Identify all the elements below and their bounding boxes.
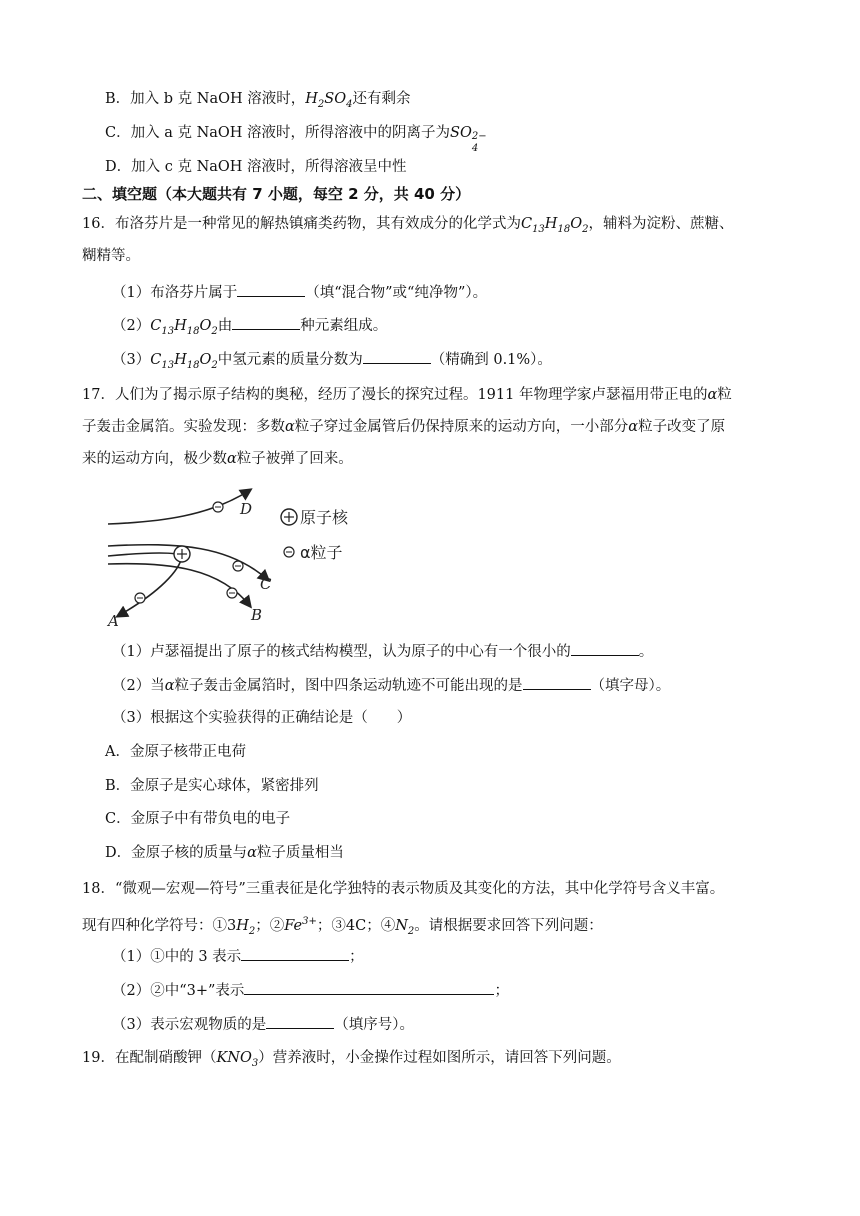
answer-blank[interactable] [241, 946, 349, 961]
q16-part1: （1）布洛芬片属于 （填“混合物”或“纯净物”）。 [112, 282, 487, 303]
q15-option-c: C．加入 a 克 NaOH 溶液时，所得溶液中的阴离子为SO 2− 4 [105, 125, 487, 154]
answer-blank[interactable] [571, 641, 639, 656]
h2so4-formula: $H_2SO_4$ [305, 91, 353, 110]
sulfate-ion-formula: SO 2− 4 [450, 125, 487, 154]
q17-part2: （2）当α粒子轰击金属箔时，图中四条运动轨迹不可能出现的是 （填字母）。 [112, 675, 670, 696]
q17-stem-line3: 来的运动方向，极少数α粒子被弹了回来。 [82, 451, 353, 467]
q17-part3: （3）根据这个实验获得的正确结论是（ ） [112, 710, 412, 726]
q18-stem-line1: 18．“微观—宏观—符号”三重表征是化学独特的表示物质及其变化的方法，其中化学符号含义丰富。 [82, 881, 725, 897]
answer-blank[interactable] [244, 980, 494, 995]
label-c: C [260, 575, 272, 593]
q17-option-d: D．金原子核的质量与α粒子质量相当 [105, 845, 344, 861]
answer-blank[interactable] [363, 349, 431, 364]
q19-stem: 19．在配制硝酸钾$(KNO_3)$营养液时，小金操作过程如图所示，请回答下列问题。 [82, 1050, 621, 1069]
answer-blank[interactable] [232, 315, 300, 330]
q16-stem-line2: 糊精等。 [82, 248, 140, 264]
trajectory-d [108, 490, 253, 524]
answer-blank[interactable] [237, 282, 305, 297]
section-heading: 二、填空题（本大题共有 7 小题，每空 2 分，共 40 分） [82, 185, 471, 203]
trajectory-b [108, 564, 250, 606]
q17-option-a: A．金原子核带正电荷 [105, 744, 246, 760]
q18-part3: （3）表示宏观物质的是 （填序号）。 [112, 1014, 414, 1035]
q17-option-c: C．金原子中有带负电的电子 [105, 811, 291, 827]
q17-stem-line1: 17．人们为了揭示原子结构的奥秘，经历了漫长的探究过程。1911 年物理学家卢瑟福用带正电的α粒 [82, 387, 732, 403]
q17-option-b: B．金原子是实心球体，紧密排列 [105, 778, 319, 794]
label-d: D [240, 500, 253, 518]
q18-part1: （1）①中的 3 表示 ； [112, 946, 364, 967]
ibuprofen-formula: $C_{13}H_{18}O_2$ [520, 216, 589, 235]
answer-blank[interactable] [523, 675, 591, 690]
trajectory-a [108, 553, 182, 616]
legend-nucleus-label: 原子核 [300, 508, 349, 527]
legend-alpha-label: α粒子 [300, 543, 343, 562]
kno3-formula: $KNO_3$ [216, 1050, 259, 1069]
label-b: B [251, 606, 263, 624]
q17-part1: （1）卢瑟福提出了原子的核式结构模型，认为原子的中心有一个很小的 。 [112, 641, 653, 662]
q16-part3: $(3)C_{13}H_{18}O_2$中氢元素的质量分数为 （精确到 0.1%）。 [112, 349, 552, 376]
q15-option-b: B．加入 b 克 NaOH 溶液时，$H_2SO_4$还有剩余 [105, 91, 411, 110]
answer-blank[interactable] [266, 1014, 334, 1029]
q15-option-d: D．加入 c 克 NaOH 溶液时，所得溶液呈中性 [105, 159, 407, 175]
q16-stem: 16．布洛芬片是一种常见的解热镇痛类药物，其有效成分的化学式为$C_{13}H_{18}O_2$，辅料为淀粉、蔗糖、 [82, 216, 734, 235]
label-a: A [108, 612, 119, 628]
q16-part2: $(2)C_{13}H_{18}O_2$由 种元素组成。 [112, 315, 387, 342]
rutherford-diagram [100, 488, 370, 628]
q18-part2: （2）②中“3+”表示 ； [112, 980, 509, 1001]
q17-stem-line2: 子轰击金属箔。实验发现：多数α粒子穿过金属管后仍保持原来的运动方向，一小部分α粒子改变了原 [82, 419, 726, 435]
q18-stem-line2: 现有四种化学符号：$①3H_2$；$②Fe^{3+}$；③4C；$④N_2$。请根据要求回答下列问题： [82, 916, 603, 937]
